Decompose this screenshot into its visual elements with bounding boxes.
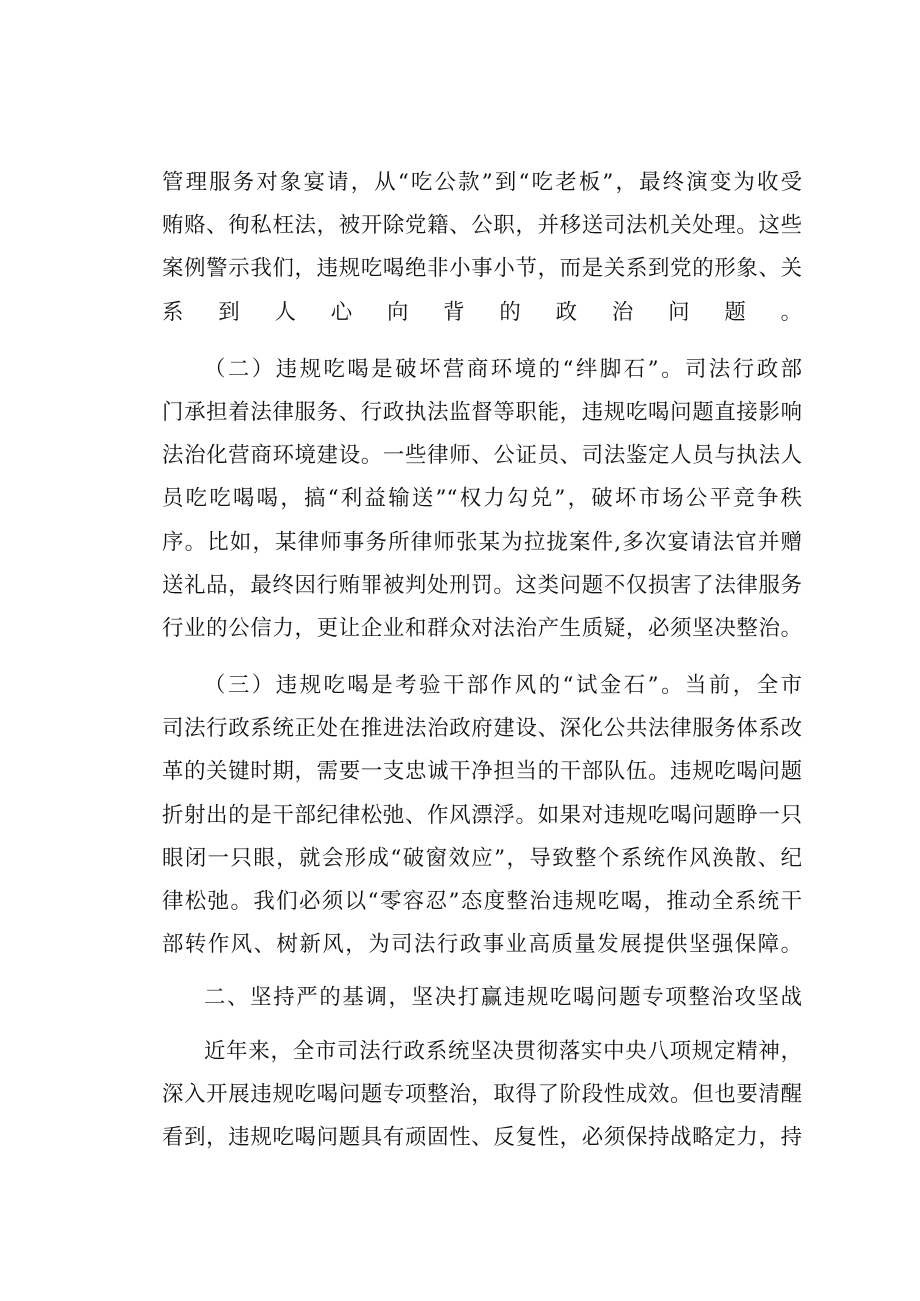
text-line: 送礼品，最终因行贿罪被判处刑罚。这类问题不仅损害了法律服务 [162, 572, 802, 598]
paragraph-cadre-style [162, 664, 802, 966]
paragraph-case-warning [162, 161, 802, 334]
text-line: 序。比如，某律师事务所律师张某为拉拢案件,多次宴请法官并赠 [162, 529, 802, 555]
text-line: 眼闭一只眼，就会形成“破窗效应”，导致整个系统作风涣散、纪 [162, 845, 802, 871]
text-line: 门承担着法律服务、行政执法监督等职能，违规吃喝问题直接影响 [162, 399, 802, 425]
text-line-last: 行业的公信力，更让企业和群众对法治产生质疑，必须坚决整治。 [162, 615, 802, 641]
document-body [162, 161, 802, 1159]
text-line-last: 部转作风、树新风，为司法行政事业高质量发展提供坚强保障。 [162, 932, 802, 958]
text-line-first: （三）违规吃喝是考验干部作风的“试金石”。当前，全市 [204, 673, 802, 699]
text-line: 贿赂、徇私枉法，被开除党籍、公职，并移送司法机关处理。这些 [162, 213, 802, 239]
text-line: 管理服务对象宴请，从“吃公款”到“吃老板”，最终演变为收受 [162, 170, 802, 195]
text-line: 法治化营商环境建设。一些律师、公证员、司法鉴定人员与执法人 [162, 443, 802, 469]
paragraph-recent-years [162, 1030, 802, 1160]
text-line: 革的关键时期，需要一支忠诚干净担当的干部队伍。违规吃喝问题 [162, 759, 802, 785]
text-line: 深入开展违规吃喝问题专项整治，取得了阶段性成效。但也要清醒 [162, 1081, 802, 1107]
text-line: 律松弛。我们必须以“零容忍”态度整治违规吃喝，推动全系统干 [162, 889, 802, 914]
text-line: 员吃吃喝喝，搞“利益输送”“权力勾兑”，破坏市场公平竞争秩 [162, 486, 802, 512]
section-heading [162, 976, 802, 1019]
section-heading-text: 二、坚持严的基调，坚决打赢违规吃喝问题专项整治攻坚战 [204, 985, 802, 1011]
text-line: 司法行政系统正处在推进法治政府建设、深化公共法律服务体系改 [162, 716, 802, 742]
text-line: 折射出的是干部纪律松弛、作风漂浮。如果对违规吃喝问题睁一只 [162, 802, 802, 828]
text-line: 看到，违规吃喝问题具有顽固性、反复性，必须保持战略定力，持 [162, 1124, 802, 1150]
text-line-first: 近年来，全市司法行政系统坚决贯彻落实中央八项规定精神， [204, 1038, 802, 1064]
text-line-last: 系到人心向背的政治问题。 [162, 299, 802, 325]
text-line-first: （二）违规吃喝是破坏营商环境的“绊脚石”。司法行政部 [204, 356, 802, 382]
paragraph-business-environment [162, 348, 802, 650]
text-line: 案例警示我们，违规吃喝绝非小事小节，而是关系到党的形象、关 [162, 256, 802, 282]
